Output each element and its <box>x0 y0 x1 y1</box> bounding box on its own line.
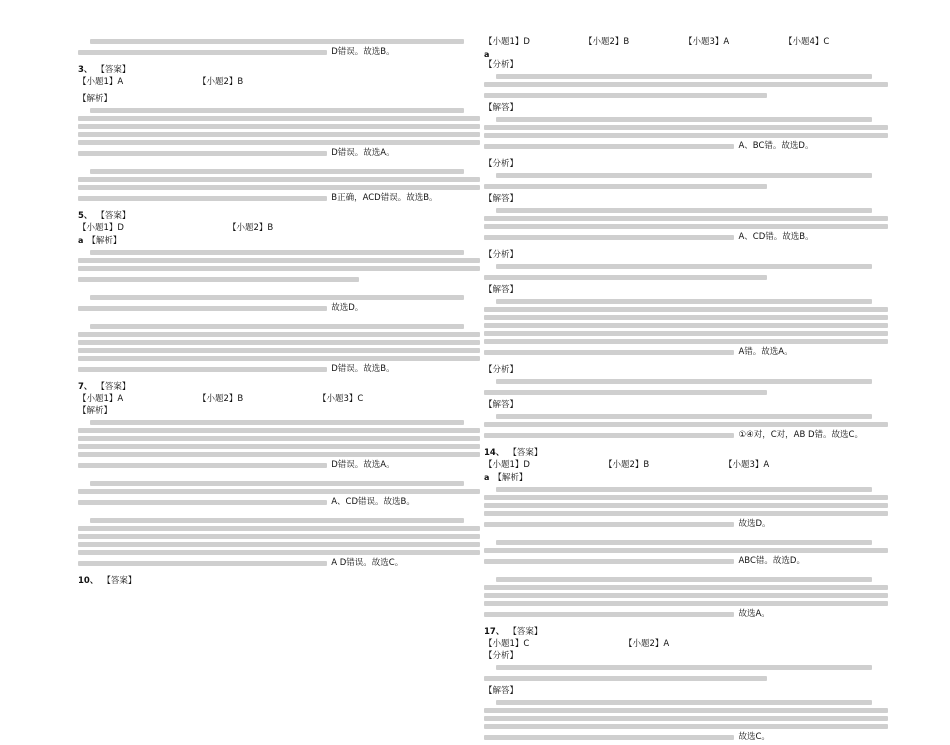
text-line-placeholder <box>484 612 734 617</box>
section-marker <box>484 103 888 114</box>
sub-question-label: 【小题2】 <box>198 77 238 87</box>
sub-answer <box>318 394 438 405</box>
answer-marker: 【答案】 <box>96 211 131 221</box>
section-marker <box>78 235 480 247</box>
text-line-placeholder <box>78 50 327 55</box>
text-line-placeholder <box>78 277 359 282</box>
explanation-paragraph <box>78 518 480 569</box>
sub-question-answer: D <box>117 223 124 233</box>
spacer <box>78 316 480 321</box>
text-line-placeholder <box>90 324 464 329</box>
text-line-placeholder <box>78 428 480 433</box>
text-line-placeholder <box>90 39 464 44</box>
sub-answer <box>198 77 318 88</box>
section-label: 【分析】 <box>484 60 519 70</box>
text-line-placeholder <box>496 665 872 670</box>
text-line-placeholder <box>90 295 464 300</box>
text-line-placeholder <box>78 151 327 156</box>
question-number: 17、 <box>484 627 505 637</box>
explanation-paragraph <box>484 414 888 441</box>
section-marker <box>484 365 888 376</box>
sub-answer <box>78 77 198 88</box>
sub-question-answer: C <box>823 37 830 47</box>
question-header <box>78 65 480 76</box>
explanation-paragraph <box>484 173 888 192</box>
text-line-placeholder <box>90 108 464 113</box>
text-line-placeholder <box>496 487 872 492</box>
sub-question-answer: D <box>523 37 530 47</box>
paragraph-last-line <box>484 272 888 283</box>
conclusion-text: ①④对，C对，AB D错。故选C。 <box>738 430 863 440</box>
sub-question-label: 【小题4】 <box>784 37 824 47</box>
conclusion-text: D错误。故选B。 <box>331 364 395 374</box>
text-line-placeholder <box>496 577 872 582</box>
text-line-placeholder <box>484 676 767 681</box>
sub-question-answer: B <box>237 77 244 87</box>
conclusion-text: A、CD错。故选B。 <box>738 232 814 242</box>
section-label: 【解答】 <box>484 285 519 295</box>
text-line-placeholder <box>484 216 888 221</box>
explanation-paragraph <box>78 481 480 508</box>
sub-answer <box>604 460 724 471</box>
paragraph-last-line <box>78 193 480 204</box>
text-line-placeholder <box>78 340 480 345</box>
question-header <box>78 576 480 587</box>
text-line-placeholder <box>484 593 888 598</box>
section-label: 【分析】 <box>484 250 519 260</box>
question-header <box>78 211 480 222</box>
sub-question-label: 【小题1】 <box>484 460 524 470</box>
sub-answer <box>78 394 198 405</box>
sub-question-label: 【小题2】 <box>198 394 238 404</box>
text-line-placeholder <box>78 367 327 372</box>
section-label: 【解析】 <box>87 236 122 246</box>
sub-answer <box>228 223 348 234</box>
text-line-placeholder <box>484 144 734 149</box>
sub-answer <box>484 37 584 48</box>
text-line-placeholder <box>484 125 888 130</box>
question-number: 14、 <box>484 448 505 458</box>
section-label: 【解析】 <box>493 473 528 483</box>
section-label: 【解答】 <box>484 400 519 410</box>
conclusion-text: A、CD错误。故选B。 <box>331 497 415 507</box>
paragraph-last-line <box>484 347 888 358</box>
sub-question-label: 【小题2】 <box>624 639 664 649</box>
spacer <box>484 569 888 574</box>
question-header <box>484 627 888 638</box>
sub-answers-row <box>484 460 888 471</box>
conclusion-text: D错误。故选A。 <box>331 460 395 470</box>
text-line-placeholder <box>484 350 734 355</box>
section-label: 【分析】 <box>484 651 519 661</box>
text-line-placeholder <box>484 93 767 98</box>
answer-marker: 【答案】 <box>96 65 131 75</box>
right-column <box>484 36 888 745</box>
text-line-placeholder <box>78 132 480 137</box>
text-line-placeholder <box>484 559 734 564</box>
sub-answers-row <box>78 77 480 88</box>
text-line-placeholder <box>484 708 888 713</box>
text-line-placeholder <box>78 463 327 468</box>
sub-question-label: 【小题3】 <box>684 37 724 47</box>
text-line-placeholder <box>496 117 872 122</box>
text-line-placeholder <box>90 481 464 486</box>
paragraph-last-line <box>484 232 888 243</box>
explanation-paragraph <box>78 169 480 204</box>
text-line-placeholder <box>90 250 464 255</box>
text-line-placeholder <box>496 414 872 419</box>
section-marker <box>484 49 888 60</box>
sub-question-answer: B <box>237 394 244 404</box>
text-line-placeholder <box>78 196 327 201</box>
paragraph-last-line <box>484 387 888 398</box>
sub-question-label: 【小题1】 <box>484 639 524 649</box>
text-line-placeholder <box>484 716 888 721</box>
text-line-placeholder <box>78 348 480 353</box>
text-line-placeholder <box>484 522 734 527</box>
explanation-paragraph <box>484 74 888 101</box>
text-line-placeholder <box>90 169 464 174</box>
text-line-placeholder <box>484 422 888 427</box>
text-line-placeholder <box>496 540 872 545</box>
section-marker <box>78 94 480 105</box>
section-label: 【解答】 <box>484 686 519 696</box>
section-label: 【解答】 <box>484 103 519 113</box>
section-marker <box>484 60 888 71</box>
text-line-placeholder <box>484 511 888 516</box>
paragraph-last-line <box>78 274 480 285</box>
sub-question-label: 【小题1】 <box>78 394 118 404</box>
section-label: 【解答】 <box>484 194 519 204</box>
text-line-placeholder <box>496 700 872 705</box>
sub-question-label: 【小题2】 <box>228 223 268 233</box>
section-marker <box>484 400 888 411</box>
question-header <box>78 382 480 393</box>
text-line-placeholder <box>484 601 888 606</box>
paragraph-last-line <box>484 519 888 530</box>
answer-marker: 【答案】 <box>508 448 543 458</box>
text-line-placeholder <box>496 264 872 269</box>
question-header <box>484 448 888 459</box>
text-line-placeholder <box>78 534 480 539</box>
text-line-placeholder <box>496 379 872 384</box>
conclusion-text: B正确，ACD错误。故选B。 <box>331 193 438 203</box>
question-number: 3、 <box>78 65 93 75</box>
conclusion-text: D错误。故选A。 <box>331 148 395 158</box>
text-line-placeholder <box>484 331 888 336</box>
explanation-paragraph <box>484 487 888 530</box>
text-line-placeholder <box>484 184 767 189</box>
section-label: 【解析】 <box>78 406 113 416</box>
explanation-paragraph <box>484 540 888 567</box>
explanation-paragraph <box>78 108 480 159</box>
question-number: 7、 <box>78 382 93 392</box>
sub-answer <box>484 460 604 471</box>
paragraph-last-line <box>78 497 480 508</box>
text-line-placeholder <box>78 436 480 441</box>
conclusion-text: 故选D。 <box>331 303 364 313</box>
spacer <box>78 473 480 478</box>
explanation-paragraph <box>78 295 480 314</box>
sub-answers-row <box>78 223 480 234</box>
sub-answers-row <box>484 37 888 48</box>
sub-question-label: 【小题2】 <box>584 37 624 47</box>
explanation-paragraph <box>484 264 888 283</box>
text-line-placeholder <box>78 452 480 457</box>
sub-answers-row <box>484 639 888 650</box>
answer-marker: 【答案】 <box>102 576 137 586</box>
section-marker <box>484 250 888 261</box>
section-marker <box>78 406 480 417</box>
section-marker <box>484 686 888 697</box>
paragraph-last-line <box>484 430 888 441</box>
text-line-placeholder <box>78 140 480 145</box>
explanation-paragraph <box>484 577 888 620</box>
spacer <box>78 287 480 292</box>
text-line-placeholder <box>78 542 480 547</box>
answer-marker: 【答案】 <box>508 627 543 637</box>
text-line-placeholder <box>496 299 872 304</box>
text-line-placeholder <box>78 185 480 190</box>
section-marker <box>484 194 888 205</box>
paragraph-last-line <box>484 90 888 101</box>
conclusion-text: D错误。故选B。 <box>331 47 395 57</box>
text-line-placeholder <box>484 307 888 312</box>
sub-question-answer: B <box>267 223 274 233</box>
conclusion-text: A D错误。故选C。 <box>331 558 404 568</box>
sub-question-label: 【小题2】 <box>604 460 644 470</box>
text-line-placeholder <box>484 224 888 229</box>
text-line-placeholder <box>78 332 480 337</box>
explanation-paragraph <box>484 117 888 152</box>
paragraph-last-line <box>78 47 480 58</box>
paragraph-last-line <box>484 556 888 567</box>
paragraph-last-line <box>484 609 888 620</box>
paragraph-last-line <box>484 181 888 192</box>
question-number: 10、 <box>78 576 99 586</box>
text-line-placeholder <box>484 585 888 590</box>
text-line-placeholder <box>78 258 480 263</box>
sub-question-answer: A <box>663 639 670 649</box>
text-line-placeholder <box>484 548 888 553</box>
sub-answer <box>684 37 784 48</box>
conclusion-text: 故选A。 <box>738 609 770 619</box>
text-line-placeholder <box>78 500 327 505</box>
text-line-placeholder <box>78 489 480 494</box>
paragraph-last-line <box>78 148 480 159</box>
sub-question-answer: C <box>523 639 530 649</box>
explanation-paragraph <box>484 379 888 398</box>
left-column <box>78 36 480 587</box>
explanation-paragraph <box>78 250 480 285</box>
text-line-placeholder <box>78 116 480 121</box>
text-line-placeholder <box>496 74 872 79</box>
sub-question-label: 【小题1】 <box>78 77 118 87</box>
text-line-placeholder <box>484 133 888 138</box>
section-marker <box>484 159 888 170</box>
explanation-paragraph <box>484 299 888 358</box>
sub-question-answer: A <box>763 460 770 470</box>
spacer <box>78 161 480 166</box>
text-line-placeholder <box>484 323 888 328</box>
text-line-placeholder <box>484 724 888 729</box>
spacer <box>78 510 480 515</box>
explanation-paragraph <box>484 700 888 743</box>
sub-question-answer: A <box>117 394 124 404</box>
text-line-placeholder <box>484 495 888 500</box>
paragraph-last-line <box>484 673 888 684</box>
sub-question-answer: D <box>523 460 530 470</box>
sub-question-answer: A <box>723 37 730 47</box>
bullet-a-icon: a <box>484 473 490 482</box>
conclusion-text: 故选C。 <box>738 732 770 742</box>
text-line-placeholder <box>78 356 480 361</box>
section-marker <box>484 472 888 484</box>
sub-answer <box>198 394 318 405</box>
text-line-placeholder <box>78 266 480 271</box>
spacer <box>484 532 888 537</box>
text-line-placeholder <box>484 82 888 87</box>
sub-question-answer: C <box>357 394 364 404</box>
section-marker <box>484 651 888 662</box>
explanation-paragraph <box>484 665 888 684</box>
sub-answer <box>724 460 844 471</box>
section-label: 【分析】 <box>484 159 519 169</box>
text-line-placeholder <box>496 208 872 213</box>
conclusion-text: A、BC错。故选D。 <box>738 141 814 151</box>
sub-answer <box>78 223 228 234</box>
text-line-placeholder <box>78 561 327 566</box>
text-line-placeholder <box>78 526 480 531</box>
text-line-placeholder <box>78 550 480 555</box>
section-marker <box>484 285 888 296</box>
sub-question-label: 【小题3】 <box>318 394 358 404</box>
sub-question-answer: A <box>117 77 124 87</box>
sub-answer <box>484 639 624 650</box>
explanation-paragraph <box>484 208 888 243</box>
paragraph-last-line <box>78 364 480 375</box>
text-line-placeholder <box>78 306 327 311</box>
paragraph-last-line <box>78 460 480 471</box>
answer-marker: 【答案】 <box>96 382 131 392</box>
sub-question-answer: B <box>643 460 650 470</box>
paragraph-last-line <box>78 303 480 314</box>
text-line-placeholder <box>484 275 767 280</box>
text-line-placeholder <box>90 420 464 425</box>
text-line-placeholder <box>496 173 872 178</box>
sub-answers-row <box>78 394 480 405</box>
text-line-placeholder <box>484 339 888 344</box>
bullet-a-icon: a <box>78 236 84 245</box>
section-label: 【分析】 <box>484 365 519 375</box>
paragraph-last-line <box>78 558 480 569</box>
text-line-placeholder <box>484 235 734 240</box>
conclusion-text: A错。故选A。 <box>738 347 793 357</box>
bullet-a-icon: a <box>484 50 490 59</box>
section-label: 【解析】 <box>78 94 113 104</box>
paragraph-last-line <box>484 732 888 743</box>
sub-question-label: 【小题3】 <box>724 460 764 470</box>
explanation-paragraph <box>78 324 480 375</box>
text-line-placeholder <box>484 390 767 395</box>
text-line-placeholder <box>484 433 734 438</box>
text-line-placeholder <box>78 444 480 449</box>
explanation-paragraph <box>78 420 480 471</box>
conclusion-text: 故选D。 <box>738 519 771 529</box>
sub-answer <box>584 37 684 48</box>
conclusion-text: ABC错。故选D。 <box>738 556 805 566</box>
explanation-paragraph <box>78 39 480 58</box>
text-line-placeholder <box>484 503 888 508</box>
question-number: 5、 <box>78 211 93 221</box>
sub-answer <box>624 639 744 650</box>
text-line-placeholder <box>484 315 888 320</box>
text-line-placeholder <box>78 177 480 182</box>
sub-question-answer: B <box>623 37 630 47</box>
text-line-placeholder <box>90 518 464 523</box>
text-line-placeholder <box>484 735 734 740</box>
sub-answer <box>784 37 884 48</box>
text-line-placeholder <box>78 124 480 129</box>
paragraph-last-line <box>484 141 888 152</box>
sub-question-label: 【小题1】 <box>484 37 524 47</box>
sub-question-label: 【小题1】 <box>78 223 118 233</box>
